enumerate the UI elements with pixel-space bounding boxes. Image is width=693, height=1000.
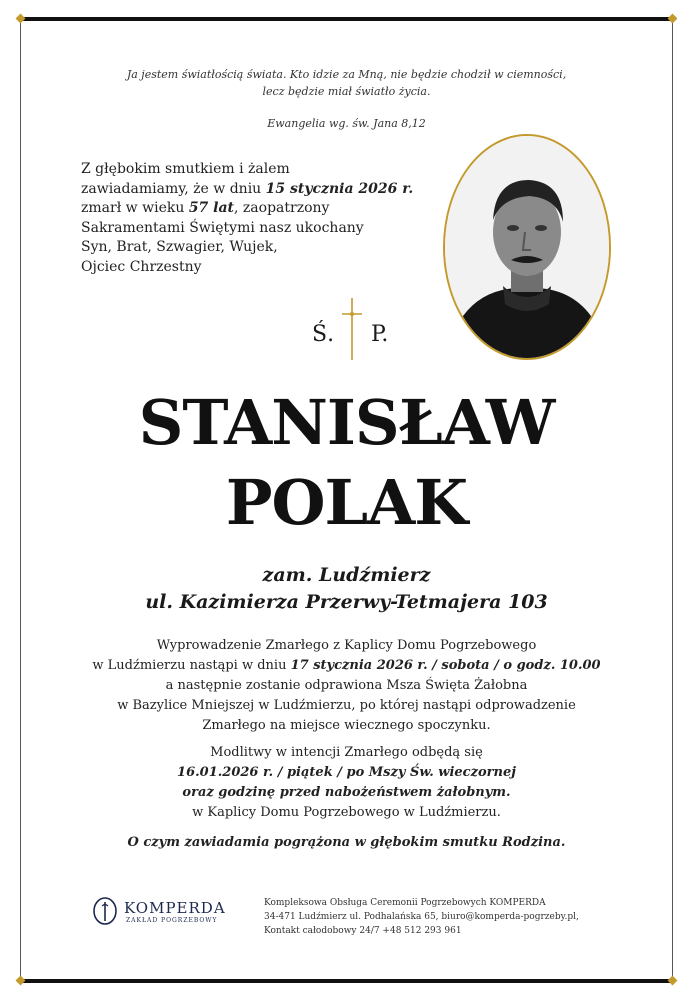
company-logo: [92, 896, 252, 930]
deceased-first-name: STANISŁAW: [138, 386, 555, 459]
prayer-line: [0, 763, 693, 783]
portrait-photo: [443, 134, 611, 360]
funeral-line: a następnie zostanie odprawiona Msza Święta Żałobna: [165, 678, 528, 693]
quote-source: Ewangelia wg. św. Jana 8,12: [267, 117, 426, 130]
age: 57 lat: [188, 200, 235, 216]
intro-line: [81, 199, 441, 219]
corner-diamond-icon: [16, 14, 26, 24]
sp-letter-p: P.: [371, 322, 389, 347]
funeral-line: [0, 656, 693, 676]
intro-line: Z głębokim smutkiem i żalem: [81, 161, 290, 177]
death-date: 15 stycznia 2026 r.: [265, 180, 414, 197]
prayer-details: [0, 743, 693, 823]
announcement-intro: [81, 160, 441, 277]
bottom-border: [20, 979, 673, 983]
cross-icon: [340, 296, 364, 362]
funeral-date: 17 stycznia 2026 r. / sobota / o godz. 10.00: [290, 658, 601, 673]
address-line: zam. Ludźmierz: [262, 564, 431, 586]
deceased-address: [0, 562, 693, 616]
logo-subtitle: ZAKŁAD POGRZEBOWY: [126, 917, 218, 924]
bible-quote: [0, 66, 693, 100]
closing-sentence: O czym zawiadamia pogrążona w głębokim smutku Rodzina.: [127, 835, 566, 850]
quote-line: lecz będzie miał światło życia.: [262, 85, 431, 98]
prayer-date: 16.01.2026 r. / piątek / po Mszy Św. wieczornej: [177, 765, 516, 780]
funeral-text: w Ludźmierzu nastąpi w dniu: [92, 658, 291, 673]
intro-line: Syn, Brat, Szwagier, Wujek,: [81, 239, 278, 255]
prayer-line: Modlitwy w intencji Zmarłego odbędą się: [210, 745, 483, 760]
funeral-line: Wyprowadzenie Zmarłego z Kaplicy Domu Pogrzebowego: [156, 638, 537, 653]
intro-line: [81, 180, 441, 200]
contact-line: 34-471 Ludźmierz ul. Podhalańska 65, biuro@komperda-pogrzeby.pl,: [264, 912, 579, 922]
intro-text: zawiadamiamy, że w dniu: [81, 180, 266, 197]
logo-mark-icon: [92, 896, 118, 926]
prayer-time: oraz godzinę przed nabożeństwem żałobnym.: [182, 785, 511, 800]
prayer-line: [0, 783, 693, 803]
funeral-line: w Bazylice Mniejszej w Ludźmierzu, po której nastąpi odprowadzenie: [117, 698, 576, 713]
quote-line: Ja jestem światłością świata. Kto idzie za Mną, nie będzie chodził w ciemności,: [126, 68, 567, 81]
corner-diamond-icon: [668, 14, 678, 24]
intro-line: Ojciec Chrzestny: [81, 258, 202, 275]
funeral-details: [0, 636, 693, 736]
funeral-line: Zmarłego na miejsce wiecznego spoczynku.: [202, 718, 491, 733]
logo-name: KOMPERDA: [124, 899, 226, 917]
sp-letter-s: Ś.: [312, 322, 335, 347]
top-border: [20, 17, 673, 21]
contact-line: Kontakt całodobowy 24/7 +48 512 293 961: [264, 926, 462, 936]
deceased-last-name: POLAK: [225, 466, 468, 539]
company-contact: [264, 896, 579, 938]
contact-line: Kompleksowa Obsługa Ceremonii Pogrzebowych KOMPERDA: [264, 898, 546, 908]
prayer-line: w Kaplicy Domu Pogrzebowego w Ludźmierzu.: [192, 805, 501, 820]
portrait-image: [445, 136, 609, 358]
corner-diamond-icon: [668, 976, 678, 986]
corner-diamond-icon: [16, 976, 26, 986]
intro-text: , zaopatrzony: [234, 200, 330, 216]
intro-line: Sakramentami Świętymi nasz ukochany: [81, 219, 364, 236]
address-line: ul. Kazimierza Przerwy-Tetmajera 103: [145, 591, 548, 613]
intro-text: zmarł w wieku: [81, 200, 189, 216]
